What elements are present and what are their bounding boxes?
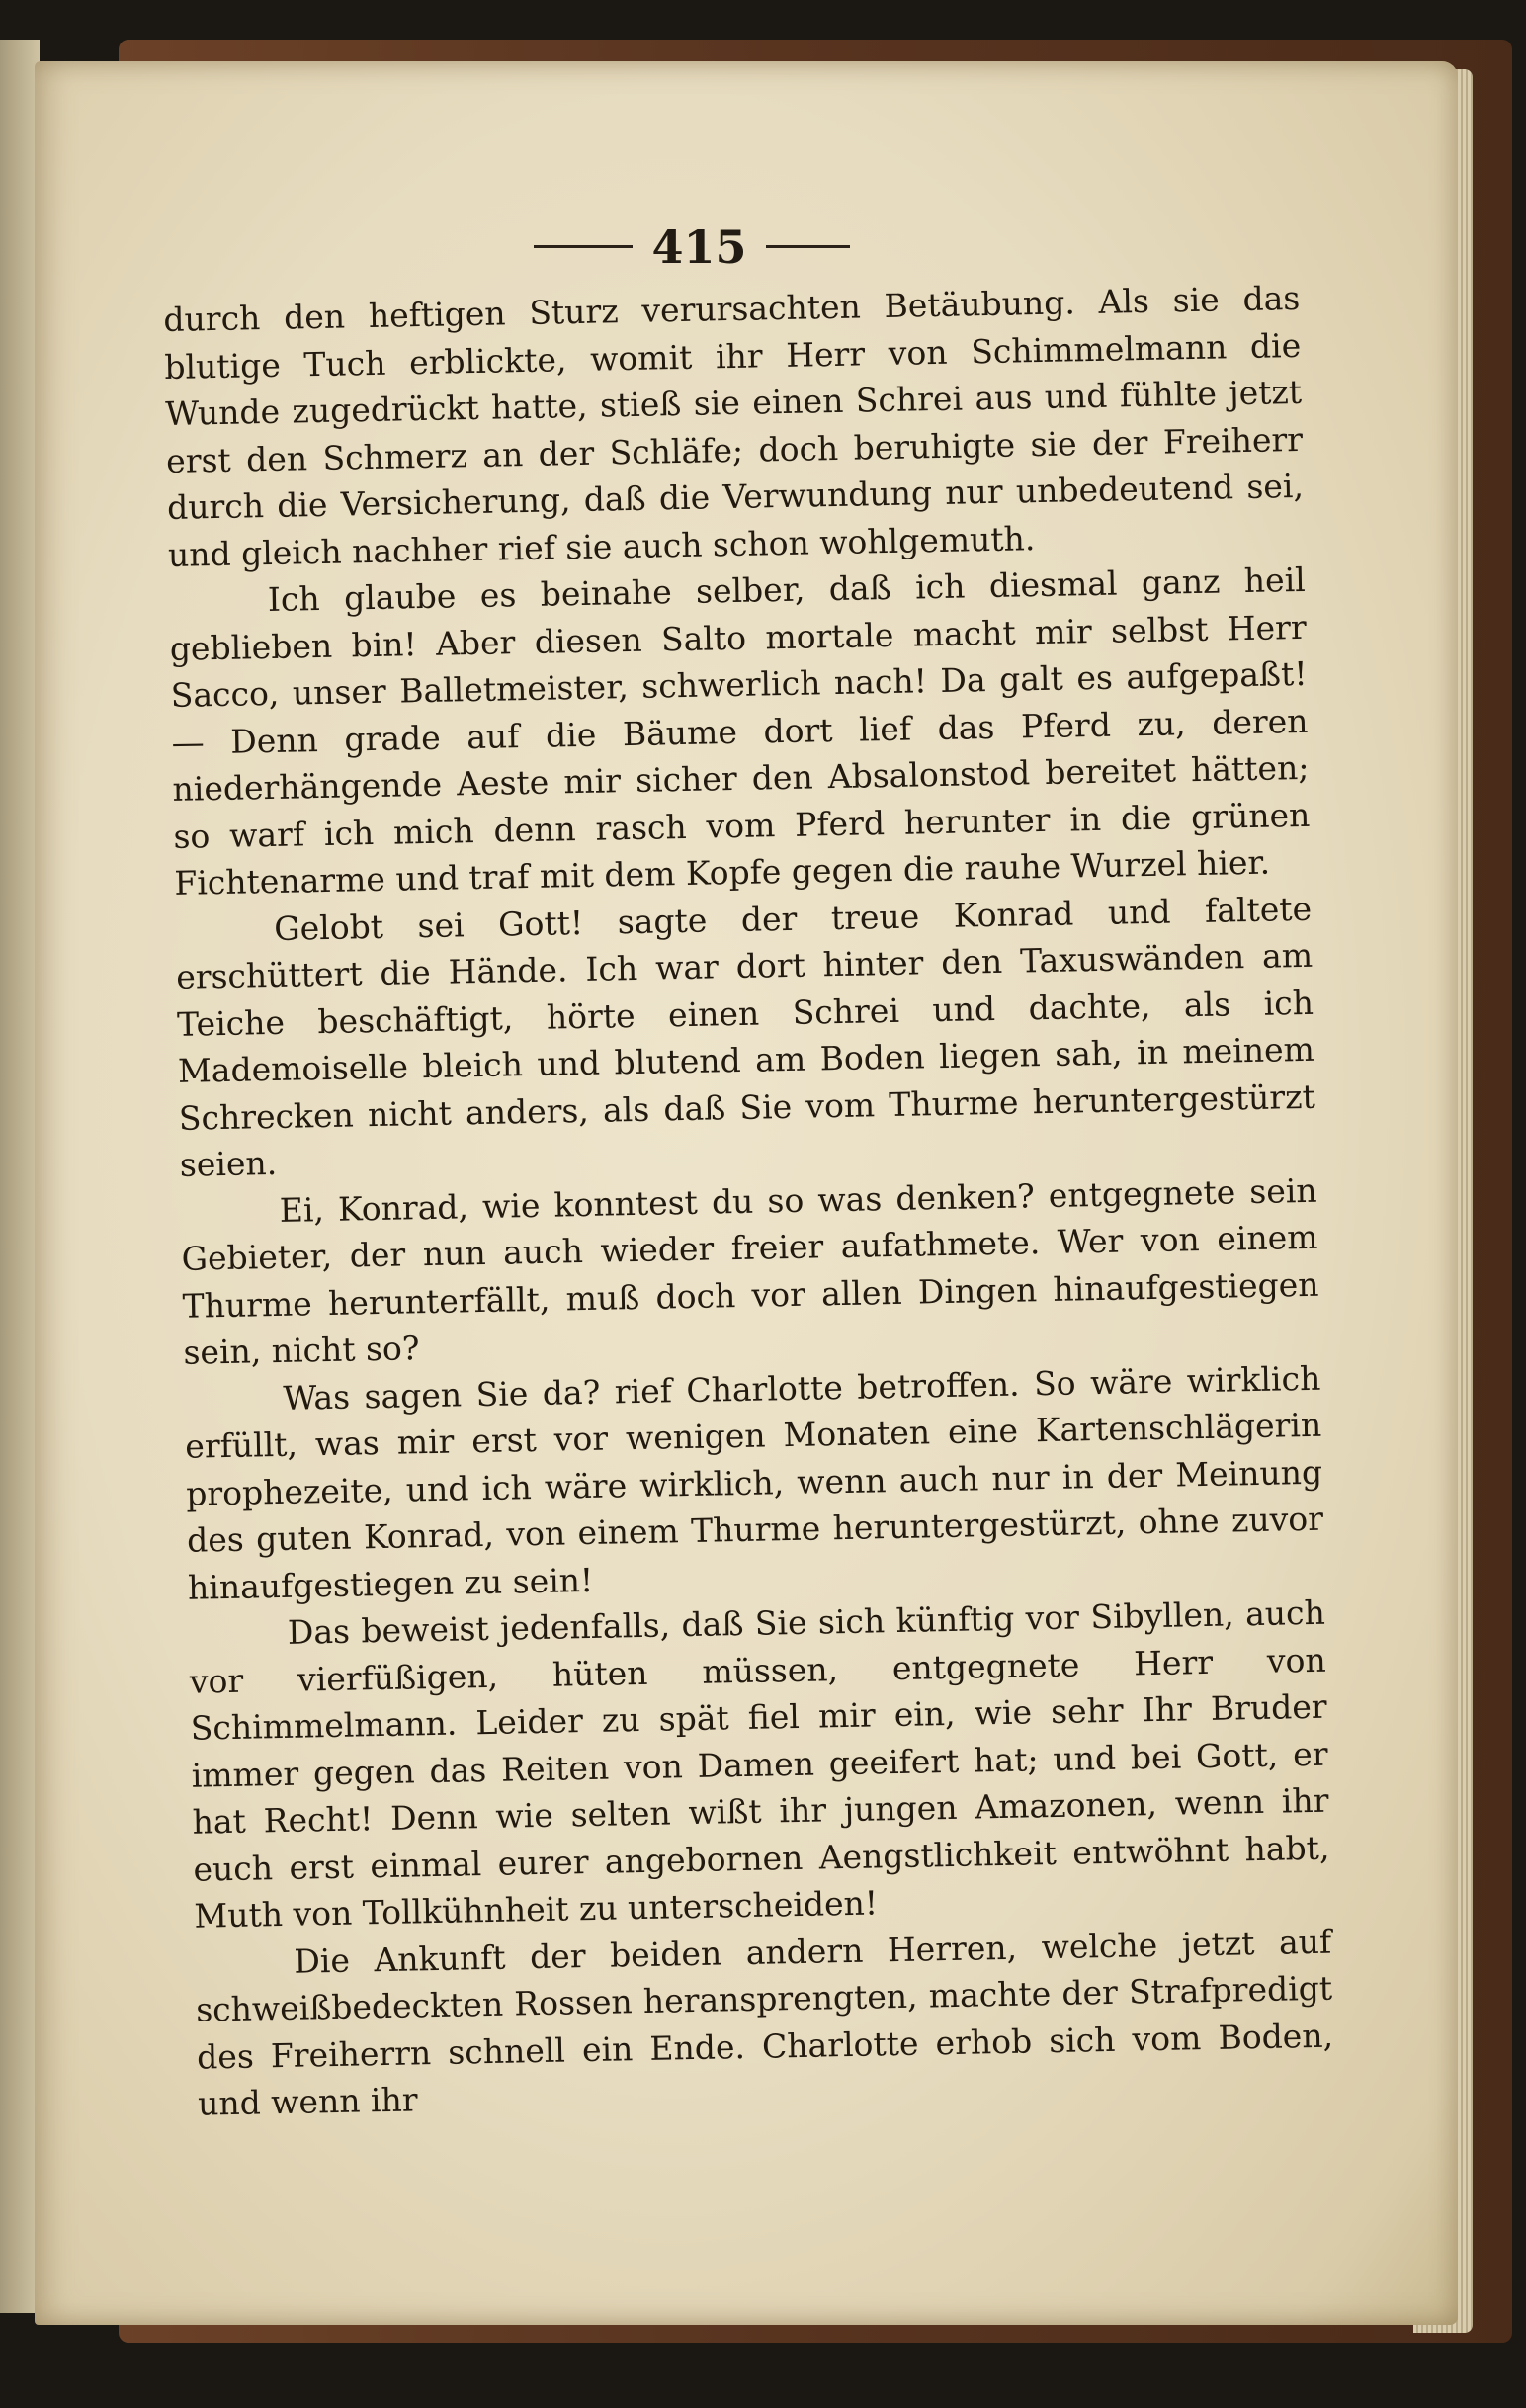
page-number: 415 (651, 220, 747, 274)
body-text (163, 275, 1334, 2135)
facing-page-edge (0, 40, 40, 2313)
paragraph-3: Gelobt sei Gott! sagte der treue Konrad und faltete erschüttert die Hände. Ich war dort hinter den Taxuswänden am Teiche beschäftigt, hörte einen Schrei und dachte, als ich Mademoiselle bleich und blutend am Boden liegen sah, in meinem Schrecken nicht anders, als daß Sie vom Thurme heruntergestürzt seien. (175, 889, 1316, 1184)
page-header (0, 219, 1526, 279)
paragraph-7: Die Ankunft der beiden andern Herren, welche jetzt auf schweißbedeckten Rossen heransprengten, machte der Strafpredigt des Freiherrn schnell ein Ende. Charlotte erhob sich vom Boden, und wenn ihr (195, 1922, 1334, 2123)
paragraph-2: Ich glaube es beinahe selber, daß ich diesmal ganz heil geblieben bin! Aber diesen Salto mortale macht mir selbst Herr Sacco, unser Balletmeister, schwerlich nach! Da galt es aufgepaßt! — Denn grade auf die Bäume dort lief das Pferd zu, deren niederhängende Aeste mir sicher den Absalonstod bereitet hätten; so warf ich mich denn rasch vom Pferd herunter in die grünen Fichtenarme und traf mit dem Kopfe gegen die rauhe Wurzel hier. (169, 559, 1311, 903)
paragraph-6: Das beweist jedenfalls, daß Sie sich künftig vor Sibyllen, auch vor vierfüßigen, hüten müssen, entgegnete Herr von Schimmelmann. Leider zu spät fiel mir ein, wie sehr Ihr Bruder immer gegen das Reiten von Damen geeifert hat; und bei Gott, er hat Recht! Denn wie selten wißt ihr jungen Amazonen, wenn ihr euch erst einmal eurer angebornen Aengstlichkeit entwöhnt habt, Muth von Tollkühnheit zu unterscheiden! (189, 1592, 1330, 1935)
paragraph-4: Ei, Konrad, wie konntest du so was denken? entgegnete sein Gebieter, der nun auch wieder freier aufathmete. Wer von einem Thurme herunterfällt, muß doch vor allen Dingen hinaufgestiegen sein, nicht so? (181, 1170, 1319, 1372)
paragraph-1: durch den heftigen Sturz verursachten Betäubung. Als sie das blutige Tuch erblickte, womit ihr Herr von Schimmelmann die Wunde zugedrückt hatte, stieß sie einen Schrei aus und fühlte jetzt erst den Schmerz an der Schläfe; doch beruhigte sie der Freiherr durch die Versicherung, daß die Verwundung nur unbedeutend sei, und gleich nachher rief sie auch schon wohlgemuth. (163, 278, 1305, 574)
header-rule-left (534, 245, 633, 248)
paragraph-5: Was sagen Sie da? rief Charlotte betroffen. So wäre wirklich erfüllt, was mir erst vor wenigen Monaten eine Kartenschlägerin prophezeite, und ich wäre wirklich, wenn auch nur in der Meinung des guten Konrad, von einem Thurme heruntergestürzt, ohne zuvor hinaufgestiegen zu sein! (184, 1358, 1324, 1607)
header-rule-right (766, 245, 850, 248)
